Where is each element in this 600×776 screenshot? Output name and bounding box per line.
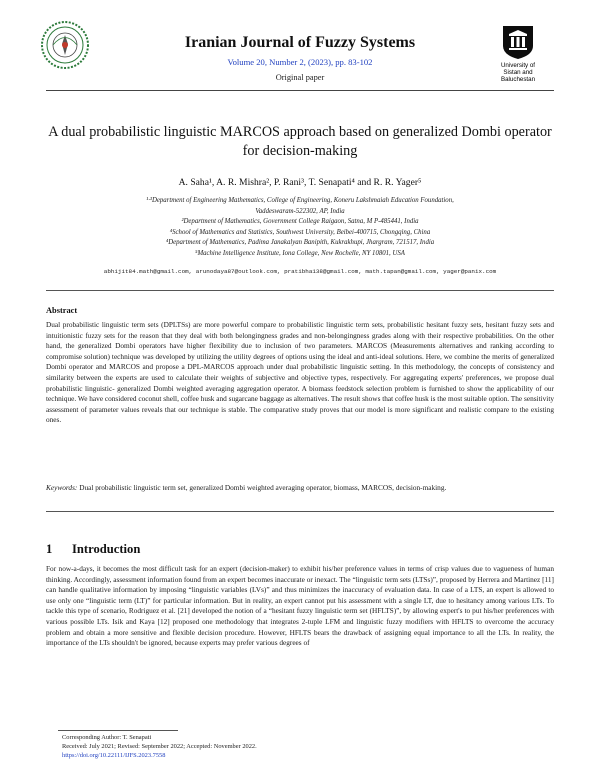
corresponding-author: Corresponding Author: T. Senapati: [62, 734, 152, 741]
doi-link[interactable]: https://doi.org/10.22111/IJFS.2023.7558: [62, 752, 166, 759]
affiliation-line: ²Department of Mathematics, Government College Raigaon, Satna, M P-485441, India: [181, 218, 419, 225]
author-emails: abhijit84.math@gmail.com, arunodaya87@outlook.com, pratibha138@gmail.com, math.tapan@gmail.com, yager@panix.com: [103, 268, 497, 275]
affiliation-line: ¹·³Department of Engineering Mathematics, College of Engineering, Koneru Lakshmaiah Education Foundation,: [146, 197, 454, 204]
university-name-line1: University of: [500, 62, 536, 69]
affiliations: [40, 196, 560, 259]
journal-title: Iranian Journal of Fuzzy Systems: [184, 34, 416, 51]
author-list: A. Saha¹, A. R. Mishra², P. Rani³, T. Senapati⁴ and R. R. Yager⁵: [178, 177, 422, 188]
section-title: Introduction: [72, 542, 141, 556]
university-name-line2: Sistan and Baluchestan: [500, 69, 536, 83]
article-type: Original paper: [275, 73, 325, 82]
submission-dates: Received: July 2021; Revised: September 2022; Accepted: November 2022.: [62, 743, 257, 750]
abstract-bottom-rule: [46, 511, 554, 512]
introduction-text: For now-a-days, it becomes the most difficult task for an expert (decision-maker) to exhibit his/her preference values in terms of crisp values due to vagueness of human thinking. Accordingly, assessment information found from an expert becomes inaccurate or inexact. The “linguistic term sets (LTSs)”, proposed by Herrera and Martinez [11] can handle qualitative information by imposing “linguistic variables (LVs)” and thus minimizes the inaccuracy of evaluation data. In case of a LTS, an expert is allowed to use only one “linguistic term (LT)” for particular information. But in reality, an expert cannot put his assessment with a single LT, due to hesitancy among various LTs. To tackle this type of scenario, Rodriguez et al. [21] developed the notion of a “hesitant fuzzy linguistic term set (HFLTS)”, by allowing expert's to put his/her preferences with various possible LTs. Isik and Kaya [12] proposed one methodology that integrates 2-tuple LFM and linguistic fuzzy modifiers with HFLTS to overcome the accuracy problem and obtain a more sensitive and flexible decision procedure. However, HFLTS bears the drawback of assigning equal importance to all the LTs. In reality, the importance of the LTs shouldn't be ignored, because experts may prefer various degrees of: [46, 564, 554, 648]
university-emblem-icon: [500, 22, 536, 60]
abstract-top-rule: [46, 290, 554, 291]
university-logo: [487, 22, 549, 83]
abstract-heading: Abstract: [46, 306, 78, 315]
section-heading-introduction: [46, 542, 140, 557]
keywords-text: Dual probabilistic linguistic term set, generalized Dombi weighted averaging operator, biomass, MARCOS, decision-making.: [79, 483, 447, 492]
affiliation-line: Vaddeswaram-522302, AP, India: [255, 207, 345, 215]
volume-line[interactable]: Volume 20, Number 2, (2023), pp. 83-102: [227, 57, 373, 67]
affiliation-line: ⁵Machine Intelligence Institute, Iona College, New Rochelle, NY 10801, USA: [195, 249, 405, 257]
keywords-label: Keywords:: [46, 483, 78, 492]
abstract-text: Dual probabilistic linguistic term sets (DPLTSs) are more powerful compare to probabilistic linguistic term sets, probabilistic hesitant fuzzy sets, hesitant fuzzy sets and intuitionistic fuzzy sets for the reason that they deal with both belongingness grades and non-belongingness grades along with their respective probabilities. On the other hand, the generalized Dombi operators have higher flexibility due to inclusion of two parameters. MARCOS (Measurements alternatives and ranking according to compromise solution) technique was developed by utilizing the utility degrees of options using the ideal and anti-ideal solutions. Here, we combine the merits of generalized Dombi operator and MARCOS and propose a DPL-MARCOS approach under dual probabilistic linguistic setting. In this methodology, the concepts of consistency and similarity between the experts are used to calculate their weights of subjective and objective types, respectively. For aggregating experts' preferences, we propose dual probabilistic linguistic- generalized Dombi weighted averaging aggregation operator. A biomass feedstock selection problem is furnished to show the applicability of our technique. We have considered coconut shell, coffee husk and sugarcane baggage as alternatives. The result shows that coffee husk is the most suitable option. The sensitivity assessment of parameter values reveals that our technique is stable. The comparative study proves that our model is more significant and realistic compare to the existing ones.: [46, 320, 554, 425]
keywords: [46, 483, 554, 494]
affiliation-line: ⁴Department of Mathematics, Padima Janakalyan Banipith, Kukrakhupi, Jhargram, 721517, India: [165, 239, 435, 246]
section-number: 1: [46, 542, 53, 556]
footnote-rule: [58, 730, 178, 731]
header-divider: [46, 90, 554, 91]
paper-title: A dual probabilistic linguistic MARCOS approach based on generalized Dombi operator for decision-making: [48, 124, 552, 159]
affiliation-line: ⁴School of Mathematics and Statistics, Southwest University, Beibei-400715, Chongqing, China: [169, 228, 431, 236]
footnote: [62, 733, 257, 760]
